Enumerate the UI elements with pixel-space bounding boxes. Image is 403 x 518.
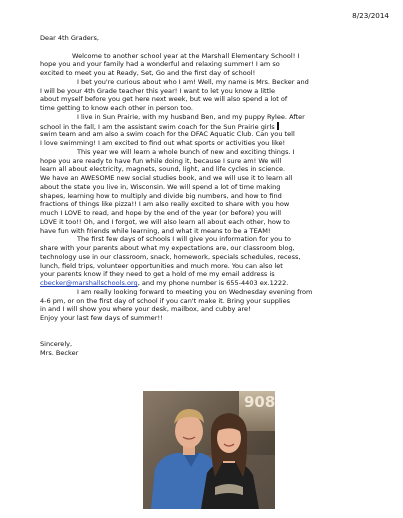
email-link[interactable]: cbecker@marshallschools.org <box>40 279 138 287</box>
text-cursor <box>277 122 279 130</box>
paragraph-line: hope you are ready to have fun while doing it, because I sure am! We will <box>40 156 282 165</box>
letter-body <box>40 34 372 358</box>
photo-illustration <box>143 391 275 509</box>
phone-text: , and my phone number is 655-4403 ex.1222. <box>137 279 289 287</box>
blank-line <box>40 43 372 52</box>
closing: Sincerely, <box>40 340 73 349</box>
letter-date: 8/23/2014 <box>352 11 389 20</box>
paragraph-line: excited to meet you at Ready, Set, Go and the first day of school! <box>40 69 256 77</box>
paragraph-line: This year we will learn a whole bunch of new and exciting things. I <box>77 147 295 156</box>
blank-line <box>40 332 372 341</box>
background-number: 908 <box>244 393 275 411</box>
paragraph-line: shapes, learning how to multiply and divide big numbers, and how to find <box>40 191 282 200</box>
paragraph-line <box>40 279 372 288</box>
salutation: Dear 4th Graders, <box>40 34 99 42</box>
paragraph-line: time getting to know each other in person too. <box>40 104 193 112</box>
paragraph-line: I am really looking forward to meeting you on Wednesday evening from <box>77 287 313 296</box>
paragraph-line <box>40 122 372 131</box>
paragraph-line <box>40 87 372 96</box>
paragraph-line: technology use in our classroom, snack, homework, specials schedules, recess, <box>40 252 301 261</box>
paragraph-line: We have an AWESOME new social studies book, and we will use it to learn all <box>40 174 293 182</box>
paragraph-line: hope you and your family had a wonderful and relaxing summer! I am so <box>40 60 280 69</box>
paragraph-line: learn all about electricity, magnets, sound, light, and life cycles in science. <box>40 165 286 174</box>
paragraph-line: share with your parents about what my expectations are, our classroom blog, <box>40 244 295 252</box>
paragraph-line: 4-6 pm, or on the first day of school if you can't make it. Bring your supplies <box>40 296 291 305</box>
paragraph-line: I love swimming! I am excited to find out what sports or activities you like! <box>40 139 286 147</box>
paragraph-line: Welcome to another school year at the Marshall Elementary School! I <box>72 51 300 60</box>
paragraph-line: much I LOVE to read, and hope by the end of the year (or before) you will <box>40 209 282 217</box>
teacher-couple-photo <box>143 391 275 509</box>
paragraph-line: swim team and am also a swim coach for the DFAC Aquatic Club. Can you tell <box>40 130 295 139</box>
paragraph-line: about the state you live in, Wisconsin. We will spend a lot of time making <box>40 182 281 191</box>
paragraph-line: The first few days of schools I will give you information for you to <box>77 235 291 244</box>
paragraph-line: lunch, field trips, volunteer opportunities and much more. You can also let <box>40 261 283 270</box>
paragraph-line: have fun with friends while learning, and what it means to be a TEAM! <box>40 226 271 235</box>
paragraph-line: I bet you're curious about who I am! Well, my name is Mrs. Becker and <box>77 77 309 86</box>
paragraph-line: your parents know if they need to get a hold of me my email address is <box>40 270 275 279</box>
blank-line <box>40 323 372 332</box>
paragraph-line: about myself before you get here next week, but we will also spend a lot of <box>40 95 288 104</box>
paragraph-line: Enjoy your last few days of summer!! <box>40 314 163 322</box>
grade-line-text: I will be your 4th Grade teacher this year! I want to let you know a little <box>40 86 275 95</box>
swim-line-text: school in the fall, I am the assistant swim coach for the Sun Prairie girls <box>40 122 275 131</box>
signature: Mrs. Becker <box>40 349 79 357</box>
paragraph-line: I live in Sun Prairie, with my husband Ben, and my puppy Rylee. After <box>77 112 305 121</box>
paragraph-line: LOVE it too!! Oh, and I forgot, we will also learn all about each other, how to <box>40 217 290 226</box>
paragraph-line: in and I will show you where your desk, mailbox, and cubby are! <box>40 305 251 314</box>
paragraph-line: fractions of things like pizza!! I am also really excited to share with you how <box>40 200 290 209</box>
